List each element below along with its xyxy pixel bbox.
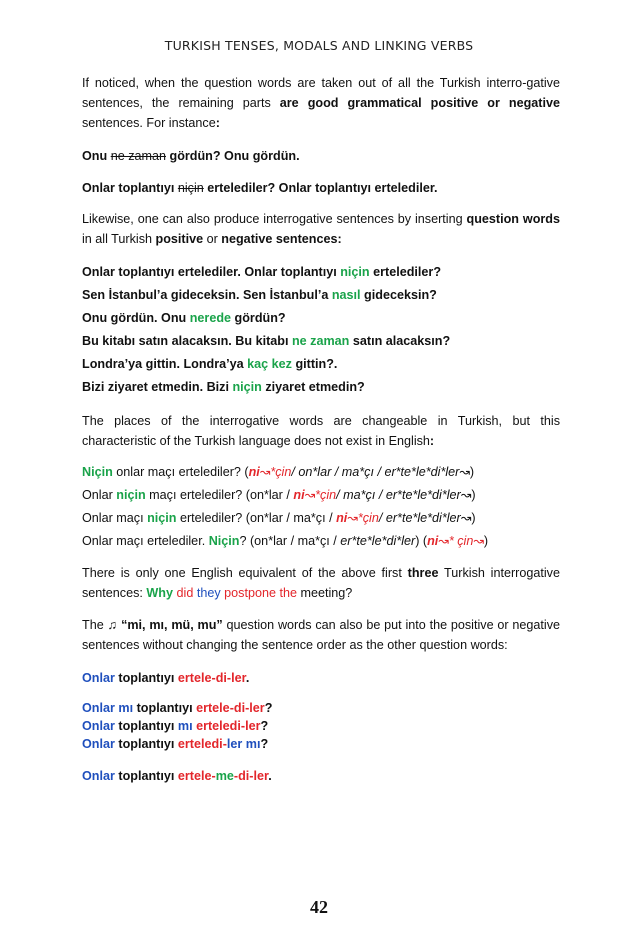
question-word: Niçin — [208, 534, 240, 548]
order-syllables: er*te*le*di*ler↝ — [385, 511, 472, 525]
mi-text: The — [82, 618, 108, 632]
final-negative: me — [215, 769, 234, 783]
final-suffix: ler — [245, 719, 261, 733]
final-suffix: ler — [249, 701, 265, 715]
english-why: Why — [146, 586, 174, 600]
question-word: kaç kez — [247, 357, 292, 371]
order-paren: ) ( — [415, 534, 428, 548]
final-punct: . — [245, 671, 250, 685]
final-onlar: Onlar — [82, 701, 115, 715]
final-dash: - — [226, 671, 232, 685]
example-pairs — [82, 261, 560, 399]
pair-text: Bizi ziyaret etmedin. Bizi — [82, 380, 233, 394]
syllable-ni: ni — [427, 534, 439, 548]
pair-text: Sen İstanbul’a gideceksin. Sen İstanbul’a — [82, 288, 332, 302]
final-punct: ? — [260, 737, 269, 751]
final-onlar: Onlar — [82, 737, 115, 751]
final-punct: . — [268, 769, 272, 783]
example-pair — [82, 353, 560, 376]
intro-text-1: If noticed, when the question words are taken out of all the Turkish interro-gative sentences, the remaining parts — [82, 76, 560, 110]
question-word: niçin — [147, 511, 177, 525]
question-word: nerede — [189, 311, 232, 325]
final-example-5 — [82, 767, 560, 785]
places-paragraph — [82, 411, 560, 451]
order-paren: ) — [483, 534, 489, 548]
order-syllables: / — [378, 511, 386, 525]
likewise-bold: negative sentences: — [221, 232, 342, 246]
final-suffix: ler — [226, 737, 243, 751]
example-pair — [82, 284, 560, 307]
places-text: The places of the interrogative words are changeable in Turkish, but this characteristic of the Turkish language does not exist in English — [82, 414, 560, 448]
syllable-cin: ↝*çin — [304, 488, 337, 502]
order-text: Onlar maçı ertelediler. — [82, 534, 209, 548]
final-dash: - — [233, 769, 239, 783]
order-text: maçı ertelediler? (on*lar / — [145, 488, 294, 502]
pair-text: gördün? — [231, 311, 286, 325]
likewise-text: or — [203, 232, 222, 246]
syllable-ni: ni — [336, 511, 348, 525]
pair-text: gittin?. — [291, 357, 338, 371]
likewise-paragraph — [82, 209, 560, 249]
pair-text: Onu gördün. Onu — [82, 311, 190, 325]
struck-question-word: ne zaman — [110, 149, 166, 163]
order-row-2 — [82, 484, 560, 507]
final-root: ertele — [196, 701, 230, 715]
order-text: Onlar — [82, 488, 117, 502]
example-text: ertelediler? Onlar toplantıyı ertelediler. — [203, 181, 438, 195]
intro-text-2: sentences. For instance — [82, 116, 216, 130]
page-number: 42 — [310, 897, 328, 917]
question-word: ne zaman — [291, 334, 350, 348]
likewise-text: in all Turkish — [82, 232, 156, 246]
syllable-ni: ni — [293, 488, 305, 502]
final-root: erteledi — [196, 719, 241, 733]
likewise-bold: question words — [466, 212, 560, 226]
example-pair — [82, 376, 560, 399]
final-example-1 — [82, 669, 560, 687]
english-they: they — [196, 586, 221, 600]
final-onlar: Onlar — [82, 769, 115, 783]
order-text: onlar maçı ertelediler? ( — [112, 465, 249, 479]
final-suffix: di — [215, 671, 227, 685]
final-example-group — [82, 699, 560, 753]
english-text: There is only one English equivalent of the above first — [82, 566, 408, 580]
english-bold: three — [407, 566, 439, 580]
example-text: gördün? Onu gördün. — [166, 149, 300, 163]
final-root: erteledi — [177, 737, 223, 751]
final-word: toplantıyı — [114, 671, 178, 685]
final-dash: - — [229, 701, 234, 715]
example-pair — [82, 307, 560, 330]
word-order-examples — [82, 461, 560, 553]
page-body — [82, 70, 560, 785]
final-word: toplantıyı — [114, 769, 178, 783]
final-punct: ? — [264, 701, 273, 715]
music-note-icon: ♫ — [107, 618, 118, 632]
question-word: niçin — [232, 380, 262, 394]
intro-colon: : — [215, 116, 220, 130]
final-suffix: ler — [253, 769, 269, 783]
final-example-4 — [82, 735, 560, 753]
english-text: Turkish interrogative sentences: — [82, 566, 560, 600]
pair-text: satın alacaksın? — [349, 334, 451, 348]
example-ne-zaman — [82, 147, 560, 165]
example-text: Onu — [82, 149, 111, 163]
order-paren: ) — [471, 511, 476, 525]
final-word: toplantıyı — [114, 719, 178, 733]
pair-text: Bu kitabı satın alacaksın. Bu kitabı — [82, 334, 292, 348]
syllable-cin: ↝* çin↝ — [438, 534, 484, 548]
final-dash: - — [240, 719, 246, 733]
question-word: Niçin — [82, 465, 113, 479]
running-header: TURKISH TENSES, MODALS AND LINKING VERBS — [164, 38, 474, 53]
final-punct: ? — [260, 719, 269, 733]
likewise-bold: positive — [155, 232, 204, 246]
final-dash: - — [222, 737, 227, 751]
order-text: Onlar maçı — [82, 511, 148, 525]
question-word: niçin — [340, 265, 370, 279]
final-root: ertele — [177, 671, 212, 685]
final-example-2 — [82, 699, 560, 717]
example-pair — [82, 261, 560, 284]
order-syllables: er*te*le*di*ler↝ — [385, 488, 472, 502]
syllable-cin: ↝*çin — [347, 511, 379, 525]
pair-text: ertelediler? — [369, 265, 442, 279]
order-syllables: er*te*le*di*ler — [340, 534, 416, 548]
example-text: Onlar toplantıyı — [82, 181, 178, 195]
mi-quote: “mi, mı, mü, mu” — [117, 618, 223, 632]
order-text: ? (on*lar / ma*çı / — [239, 534, 341, 548]
final-mi: mı — [118, 701, 134, 715]
english-meeting: meeting? — [300, 586, 353, 600]
likewise-text: Likewise, one can also produce interrogative sentences by inserting — [82, 212, 467, 226]
pair-text: Onlar toplantıyı ertelediler. Onlar toplantıyı — [82, 265, 341, 279]
final-root: ertele — [177, 769, 212, 783]
question-word: nasıl — [331, 288, 361, 302]
final-suffix: di — [238, 769, 250, 783]
final-mi: mı — [245, 737, 261, 751]
order-row-3 — [82, 507, 560, 530]
final-example-3 — [82, 717, 560, 735]
pair-text: gideceksin? — [360, 288, 437, 302]
mi-text: question words can also be put into the positive or negative sentences without changing the sentence order as the other question words: — [82, 618, 560, 652]
intro-paragraph — [82, 73, 560, 133]
struck-question-word: niçin — [177, 181, 204, 195]
mi-paragraph — [82, 615, 560, 655]
final-dash: - — [211, 671, 216, 685]
places-colon: : — [429, 434, 435, 448]
example-pair — [82, 330, 560, 353]
final-word: toplantıyı — [114, 737, 178, 751]
english-postpone: postpone — [224, 586, 276, 600]
english-paragraph — [82, 563, 560, 603]
order-paren: ) — [471, 488, 476, 502]
order-syllables: er*te*le*di*ler↝ — [384, 465, 470, 479]
example-nicin — [82, 179, 560, 197]
final-suffix: ler — [231, 671, 246, 685]
english-the: the — [279, 586, 297, 600]
final-onlar: Onlar — [82, 719, 115, 733]
order-syllables: / on*lar / ma*çı / — [291, 465, 385, 479]
final-dash: - — [211, 769, 216, 783]
syllable-cin: ↝*çin — [259, 465, 292, 479]
final-dash: - — [245, 701, 250, 715]
order-paren: ) — [469, 465, 475, 479]
english-did: did — [176, 586, 194, 600]
order-row-4 — [82, 530, 560, 553]
final-mi: mı — [177, 719, 193, 733]
final-dash: - — [249, 769, 254, 783]
final-suffix: di — [233, 701, 246, 715]
question-word: niçin — [116, 488, 146, 502]
order-syllables: / ma*çı / — [336, 488, 386, 502]
intro-bold: are good grammatical positive or negative — [279, 96, 560, 110]
final-word: toplantıyı — [133, 701, 197, 715]
pair-text: Londra’ya gittin. Londra’ya — [82, 357, 248, 371]
pair-text: ziyaret etmedin? — [261, 380, 365, 394]
final-onlar: Onlar — [82, 671, 115, 685]
order-row-1 — [82, 461, 560, 484]
order-text: ertelediler? (on*lar / ma*çı / — [176, 511, 337, 525]
syllable-ni: ni — [248, 465, 260, 479]
